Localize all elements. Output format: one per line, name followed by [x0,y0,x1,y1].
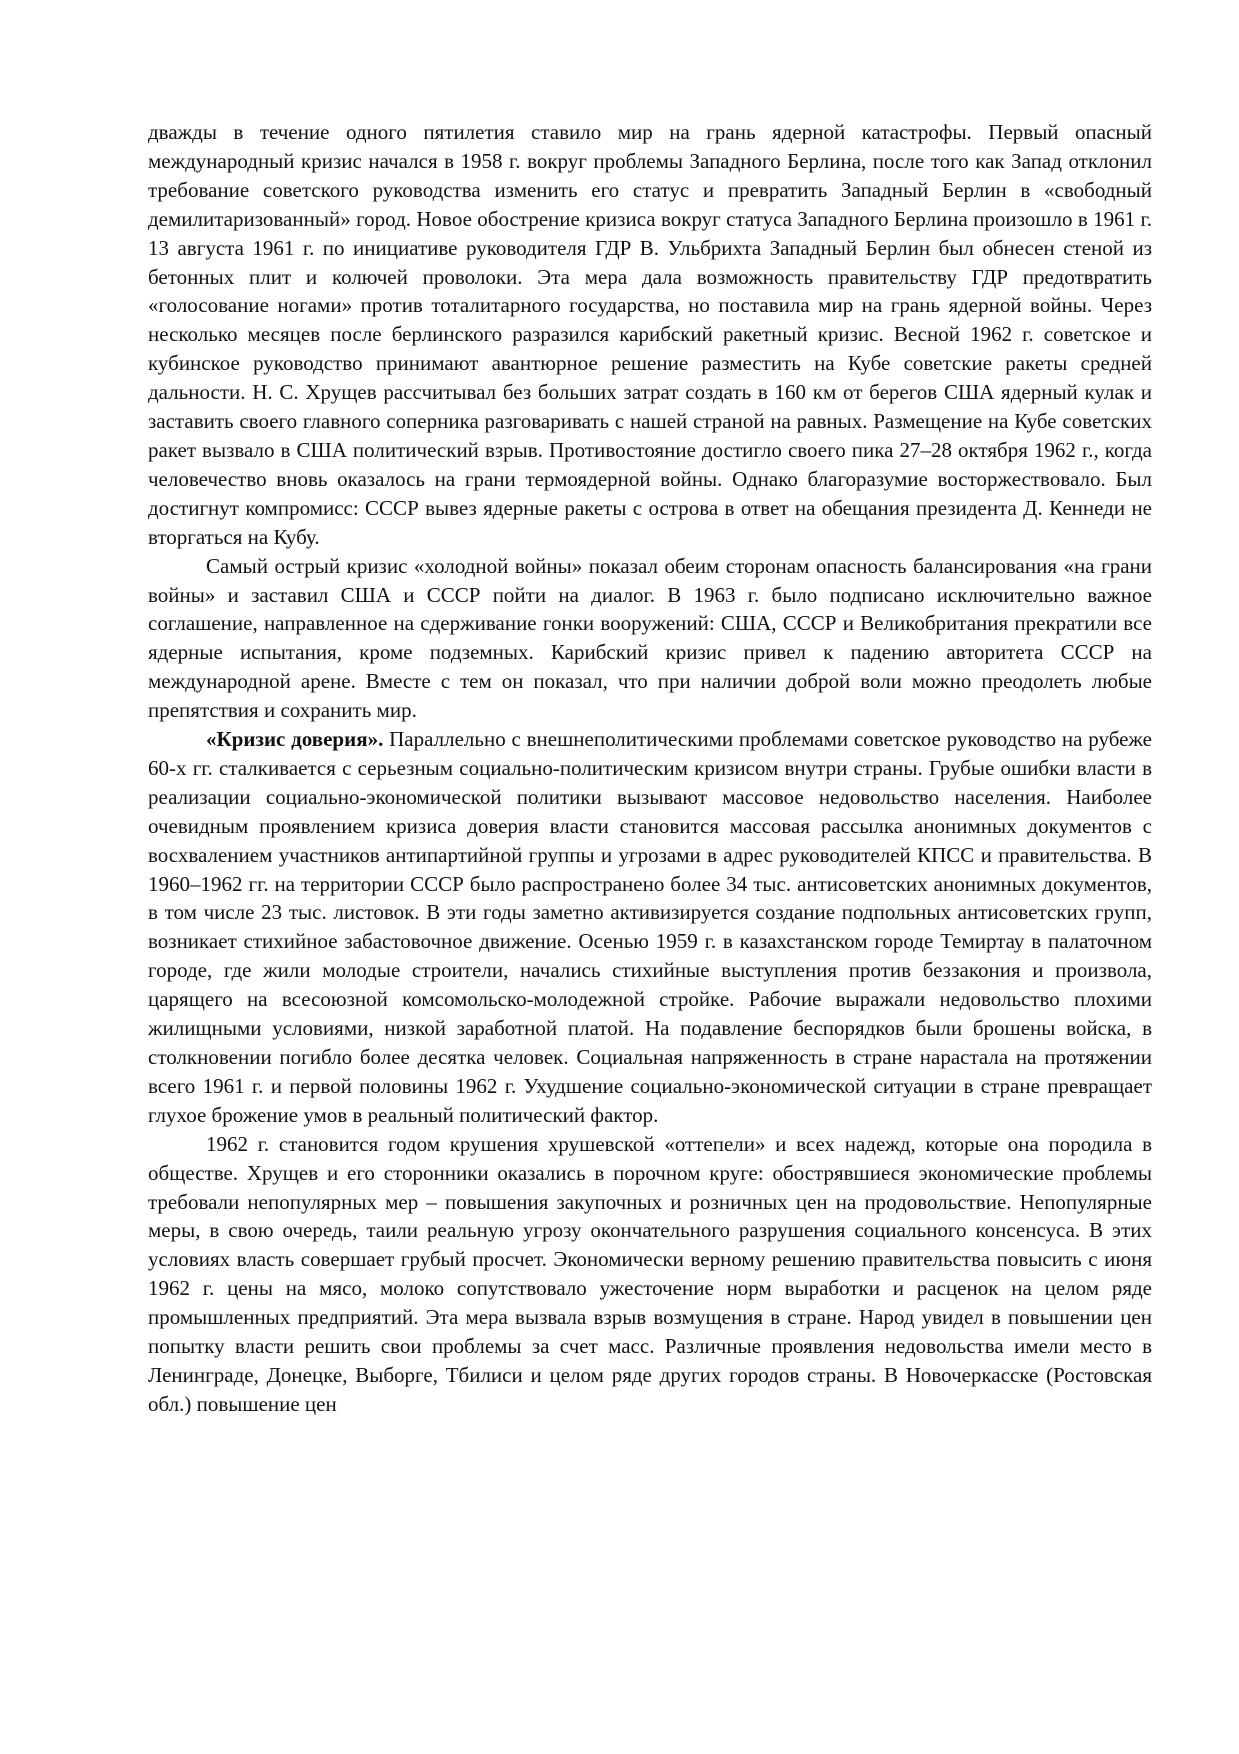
paragraph-crisis-of-trust [148,725,1152,1130]
paragraph-text: дважды в течение одного пятилетия ставило мир на грань ядерной катастрофы. Первый опасный международный кризис начался в 1958 г. вокруг проблемы Западного Берлина, после того как Запад отклонил требование советского руководства изменить его статус и превратить Западный Берлин в «свободный демилитаризованный» город. Новое обострение кризиса вокруг статуса Западного Берлина произошло в 1961 г. 13 августа 1961 г. по инициативе руководителя ГДР В. Ульбрихта Западный Берлин был обнесен стеной из бетонных плит и колючей проволоки. Эта мера дала возможность правительству ГДР предотвратить «голосование ногами» против тоталитарного государства, но поставила мир на грань ядерной войны. Через несколько месяцев после берлинского разразился карибский ракетный кризис. Весной 1962 г. советское и кубинское руководство принимают авантюрное решение разместить на Кубе советские ракеты средней дальности. Н. С. Хрущев рассчитывал без больших затрат создать в 160 км от берегов США ядерный кулак и заставить своего главного соперника разговаривать с нашей страной на равных. Размещение на Кубе советских ракет вызвало в США политический взрыв. Противостояние достигло своего пика 27–28 октября 1962 г., когда человечество вновь оказалось на грани термоядерной войны. Однако благоразумие восторжествовало. Был достигнут компромисс: СССР вывез ядерные ракеты с острова в ответ на обещания президента Д. Кеннеди не вторгаться на Кубу. [148,120,1152,549]
paragraph-text: Параллельно с внешнеполитическими проблемами советское руководство на рубеже 60-х гг. сталкивается с серьезным социально-политическим кризисом внутри страны. Грубые ошибки власти в реализации социально-экономической политики вызывают массовое недовольство населения. Наиболее очевидным проявлением кризиса доверия власти становится массовая рассылка анонимных документов с восхвалением участников антипартийной группы и угрозами в адрес руководителей КПСС и правительства. В 1960–1962 гг. на территории СССР было распространено более 34 тыс. антисоветских анонимных документов, в том числе 23 тыс. листовок. В эти годы заметно активизируется создание подпольных антисоветских групп, возникает стихийное забастовочное движение. Осенью 1959 г. в казахстанском городе Темиртау в палаточном городе, где жили молодые строители, начались стихийные выступления против беззакония и произвола, царящего на всесоюзной комсомольско-молодежной стройке. Рабочие выражали недовольство плохими жилищными условиями, низкой заработной платой. На подавление беспорядков были брошены войска, в столкновении погибло более десятка человек. Социальная напряженность в стране нарастала на протяжении всего 1961 г. и первой половины 1962 г. Ухудшение социально-экономической ситуации в стране превращает глухое брожение умов в реальный политический фактор. [148,727,1152,1127]
section-heading: «Кризис доверия». [206,727,384,752]
paragraph-crisis-lessons [148,552,1152,725]
paragraph-berlin-caribbean-crisis [148,118,1152,552]
document-page [148,118,1152,1419]
paragraph-text: Самый острый кризис «холодной войны» показал обеим сторонам опасность балансирования «на грани войны» и заставил США и СССР пойти на диалог. В 1963 г. было подписано исключительно важное соглашение, направленное на сдерживание гонки вооружений: США, СССР и Великобритания прекратили все ядерные испытания, кроме подземных. Карибский кризис привел к падению авторитета СССР на международной арене. Вместе с тем он показал, что при наличии доброй воли можно преодолеть любые препятствия и сохранить мир. [148,553,1152,723]
paragraph-1962-thaw-collapse [148,1130,1152,1419]
paragraph-text: 1962 г. становится годом крушения хрушевской «оттепели» и всех надежд, которые она породила в обществе. Хрущев и его сторонники оказались в порочном круге: обострявшиеся экономические проблемы требовали непопулярных мер – повышения закупочных и розничных цен на продовольствие. Непопулярные меры, в свою очередь, таили реальную угрозу окончательного разрушения социального консенсуса. В этих условиях власть совершает грубый просчет. Экономически верному решению правительства повысить с июня 1962 г. цены на мясо, молоко сопутствовало ужесточение норм выработки и расценок на целом ряде промышленных предприятий. Эта мера вызвала взрыв возмущения в стране. Народ увидел в повышении цен попытку власти решить свои проблемы за счет масс. Различные проявления недовольства имели место в Ленинграде, Донецке, Выборге, Тбилиси и целом ряде других городов страны. В Новочеркасске (Ростовская обл.) повышение цен [148,1131,1152,1416]
